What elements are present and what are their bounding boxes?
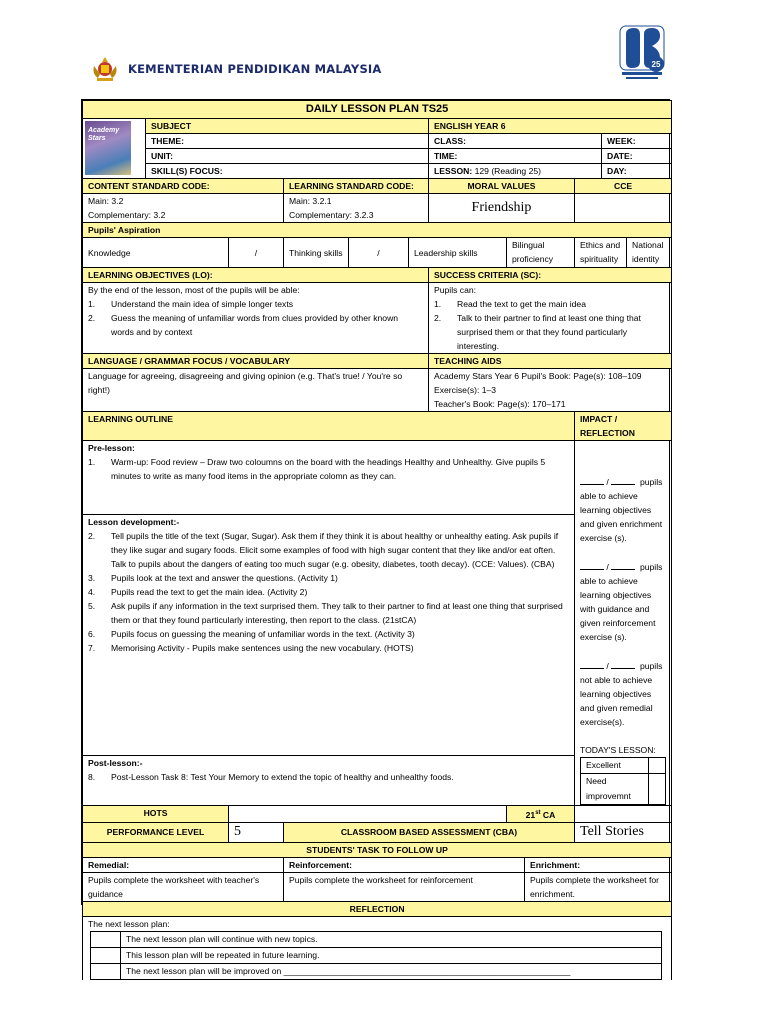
option-repeat: This lesson plan will be repeated in future learning. [121, 947, 662, 963]
21st-ca-label [507, 806, 575, 823]
moral-values-label: MORAL VALUES [429, 179, 575, 194]
list-item [88, 571, 569, 585]
language-focus-label: LANGUAGE / GRAMMAR FOCUS / VOCABULARY [83, 354, 429, 369]
ca-suffix: CA [540, 809, 556, 820]
list-item [88, 585, 569, 599]
lesson-development-label: Lesson development:- [88, 516, 180, 527]
list-item [88, 641, 569, 655]
list-item-number: 4. [88, 586, 96, 597]
list-item-text: Pupils read the text to get the main idea. (Activity 2) [111, 586, 308, 597]
plan-title: DAILY LESSON PLAN TS25 [83, 101, 672, 119]
lesson-field [429, 164, 602, 179]
content-main: Main: 3.2 [88, 196, 124, 206]
content-standard-label: CONTENT STANDARD CODE: [83, 179, 284, 194]
textbook-cover-text: Academy Stars [88, 127, 120, 142]
impact-slash: / [606, 562, 609, 572]
cba-value: Tell Stories [575, 822, 672, 842]
aspiration-knowledge-tick: / [229, 238, 284, 268]
date-label: DATE: [602, 149, 672, 164]
list-item-number: 2. [434, 313, 442, 323]
aspiration-thinking: Thinking skills [284, 238, 349, 268]
language-focus-text: Language for agreeing, disagreeing and giving opinion (e.g. That's true! / You're so right!) [83, 369, 429, 412]
list-item-text: Pupils focus on guessing the meaning of unfamiliar words in the text. (Activity 3) [111, 628, 415, 639]
list-item-text: Guess the meaning of unfamiliar words from clues provided by other known words and by context [111, 313, 399, 337]
list-item [88, 529, 569, 571]
ministry-header [90, 52, 382, 86]
impact-enrichment-text: pupils able to achieve learning objectives and given enrichment exercise (s). [580, 477, 663, 543]
textbook-cover-cell [83, 119, 146, 179]
impact-slash: / [606, 661, 609, 671]
list-item-text: Warm-up: Food review – Draw two coloumns on the board with the headings Healthy and Unhealthy. Give pupils 5 minutes to write as many food items in the appropriate colomn as they can. [111, 457, 546, 481]
reinforcement-label: Reinforcement: [284, 857, 525, 872]
cce-value [575, 194, 672, 223]
list-item-number: 1. [434, 299, 442, 309]
aspiration-bilingual: Bilingual proficiency [507, 238, 575, 268]
performance-level-value: 5 [229, 822, 284, 842]
learning-outline-label: LEARNING OUTLINE [83, 412, 575, 441]
impact-reflection [575, 441, 672, 806]
list-item-number: 8. [88, 772, 96, 783]
unit-label: UNIT: [146, 149, 429, 164]
reinforcement-task: Pupils complete the worksheet for reinforcement [284, 872, 525, 901]
lesson-value: 129 (Reading 25) [474, 166, 542, 176]
impact-reinforcement-text: pupils able to achieve learning objectives with guidance and given reinforcement exercise (s). [580, 562, 663, 642]
list-item-number: 1. [88, 457, 96, 467]
list-item-text: Memorising Activity - Pupils make sentences using the new vocabulary. (HOTS) [111, 642, 414, 653]
list-item-text: Read the text to get the main idea [457, 299, 586, 309]
ts25-logo-number: 25 [651, 60, 661, 69]
skills-label: SKILL(S) FOCUS: [146, 164, 429, 179]
impact-enrichment [580, 475, 666, 545]
list-item [88, 455, 569, 483]
list-item-text: Tell pupils the title of the text (Sugar, Sugar). Ask them if they think it is about healthy or unhealthy eating. Ask pupils if they like sugar and sugary foods. Elicit some examples of food with high sugar content that they like and/or eat often. Talk to pupils about the dangers of eating too much sugar (e.g. obesity, diabetes, tooth decay). (CCE: Values). (CBA) [111, 530, 559, 569]
21st-ca-value [575, 806, 672, 823]
lesson-plan-table [82, 100, 672, 980]
learning-objectives-label: LEARNING OBJECTIVES (LO): [83, 268, 429, 283]
list-item-number: 2. [88, 530, 96, 541]
impact-remedial-text: pupils not able to achieve learning objectives and given remedial exercise(s). [580, 661, 663, 727]
hots-value [229, 806, 507, 823]
pre-lesson-section [83, 441, 575, 515]
week-label: WEEK: [602, 134, 672, 149]
moral-value: Friendship [429, 194, 575, 223]
teaching-aids [429, 369, 672, 412]
list-item [434, 311, 666, 353]
theme-label: THEME: [146, 134, 429, 149]
reflection-intro: The next lesson plan: [88, 918, 170, 929]
ca-number: 21 [525, 809, 536, 820]
post-lesson-label: Post-lesson:- [88, 758, 143, 769]
time-label: TIME: [429, 149, 602, 164]
ts25-logo-icon [616, 24, 668, 82]
lesson-plan-form [81, 99, 670, 976]
option-checkbox[interactable] [91, 947, 121, 963]
list-item-number: 6. [88, 628, 96, 639]
reflection-section [83, 916, 672, 980]
learning-standard-value [284, 194, 429, 223]
performance-level-label: PERFORMANCE LEVEL [83, 822, 229, 842]
list-item [434, 297, 666, 311]
hots-label: HOTS [83, 806, 229, 823]
textbook-cover-image [85, 121, 131, 175]
teaching-aids-teachers-book: Teacher's Book: Page(s): 170–171 [434, 399, 566, 409]
malaysia-crest-icon [90, 54, 120, 84]
lesson-development-section [83, 514, 575, 756]
success-criteria [429, 283, 672, 354]
impact-remedial [580, 659, 666, 729]
rating-need-improvement: Need improvemnt [581, 774, 649, 805]
teaching-aids-label: TEACHING AIDS [429, 354, 672, 369]
class-label: CLASS: [429, 134, 602, 149]
learning-main: Main: 3.2.1 [289, 196, 332, 206]
list-item [88, 311, 423, 339]
list-item-text: Ask pupils if any information in the text surprised them. They talk to their partner to find at least one thing that surprised them or that they found particularly interesting, then report to the class. (21stCA) [111, 600, 563, 625]
learning-standard-label: LEARNING STANDARD CODE: [284, 179, 429, 194]
impact-reinforcement [580, 560, 666, 644]
teaching-aids-pupils-book: Academy Stars Year 6 Pupil's Book: Page(s): 108–109 Exercise(s): 1–3 [434, 371, 642, 395]
option-continue: The next lesson plan will continue with new topics. [121, 931, 662, 947]
list-item [88, 770, 569, 784]
pupils-aspiration-label: Pupils' Aspiration [83, 223, 672, 238]
lesson-label: LESSON: [434, 166, 473, 176]
aspiration-knowledge: Knowledge [83, 238, 229, 268]
learning-objectives [83, 283, 429, 354]
list-item-text: Pupils look at the text and answer the questions. (Activity 1) [111, 572, 338, 583]
post-lesson-section [83, 756, 575, 806]
sc-intro: Pupils can: [434, 285, 477, 295]
next-lesson-options [90, 931, 662, 980]
list-item-number: 5. [88, 600, 96, 611]
cce-label: CCE [575, 179, 672, 194]
aspiration-thinking-tick: / [349, 238, 409, 268]
list-item-number: 2. [88, 313, 96, 323]
aspiration-ethics: Ethics and spirituality [575, 238, 627, 268]
students-task-label: STUDENTS' TASK TO FOLLOW UP [83, 842, 672, 857]
option-checkbox[interactable] [91, 931, 121, 947]
rating-excellent: Excellent [581, 758, 649, 774]
enrichment-label: Enrichment: [525, 857, 672, 872]
rating-need-improvement-box[interactable] [649, 774, 666, 805]
list-item-text: Understand the main idea of simple longer texts [111, 299, 294, 309]
list-item-text: Post-Lesson Task 8: Test Your Memory to extend the topic of healthy and unhealthy foods. [111, 772, 454, 783]
learning-complementary: Complementary: 3.2.3 [289, 210, 374, 220]
cba-label: CLASSROOM BASED ASSESSMENT (CBA) [284, 822, 575, 842]
aspiration-leadership: Leadership skills [409, 238, 507, 268]
impact-reflection-label: IMPACT / REFLECTION [575, 412, 672, 441]
subject-value: ENGLISH YEAR 6 [429, 119, 672, 134]
subject-label: SUBJECT [146, 119, 429, 134]
pre-lesson-label: Pre-lesson: [88, 443, 135, 453]
list-item [88, 627, 569, 641]
enrichment-task: Pupils complete the worksheet for enrichment. [525, 872, 672, 901]
impact-slash: / [606, 477, 609, 487]
reflection-label: REFLECTION [83, 901, 672, 916]
day-label: DAY: [602, 164, 672, 179]
list-item [88, 297, 423, 311]
todays-lesson-rating [580, 757, 666, 805]
todays-lesson-label: TODAY'S LESSON: [580, 745, 656, 755]
list-item [88, 599, 569, 627]
option-improve: The next lesson plan will be improved on ____________________________________________________________ [121, 963, 662, 979]
ministry-name: KEMENTERIAN PENDIDIKAN MALAYSIA [128, 62, 382, 76]
list-item-number: 3. [88, 572, 96, 583]
remedial-label: Remedial: [83, 857, 284, 872]
ca-sup: st [535, 810, 541, 816]
content-standard-value [83, 194, 284, 223]
option-checkbox[interactable] [91, 963, 121, 979]
lo-intro: By the end of the lesson, most of the pupils will be able: [88, 285, 300, 295]
list-item-number: 1. [88, 299, 96, 309]
list-item-number: 7. [88, 642, 96, 653]
aspiration-national: National identity [627, 238, 672, 268]
list-item-text: Talk to their partner to find at least one thing that surprised them or that they found particularly interesting. [457, 313, 641, 351]
remedial-task: Pupils complete the worksheet with teacher's guidance [83, 872, 284, 901]
rating-excellent-box[interactable] [649, 758, 666, 774]
success-criteria-label: SUCCESS CRITERIA (SC): [429, 268, 672, 283]
content-complementary: Complementary: 3.2 [88, 210, 166, 220]
